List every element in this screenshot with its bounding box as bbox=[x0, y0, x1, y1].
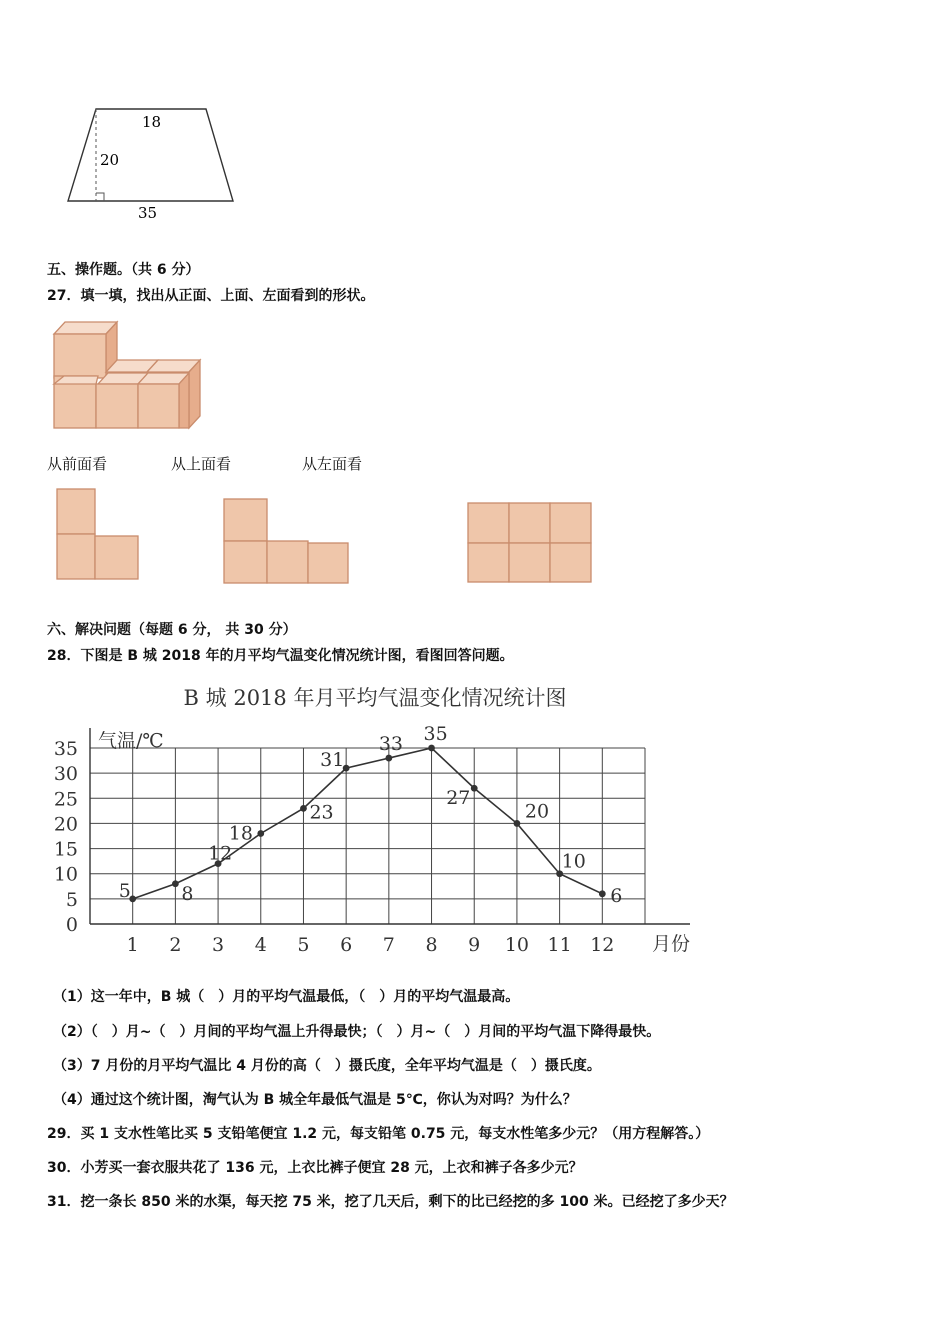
section5-title: 五、操作题。（共 6 分） bbox=[47, 262, 200, 278]
data-label: 33 bbox=[378, 733, 404, 756]
data-point bbox=[471, 785, 478, 792]
x-tick-label: 7 bbox=[382, 934, 395, 956]
question-31: 31．挖一条长 850 米的水渠，每天挖 75 米，挖了几天后，剩下的比已经挖的多 100 米。已经挖了多少天？ bbox=[47, 1194, 734, 1210]
y-axis-label: 气温/℃ bbox=[98, 730, 164, 752]
y-tick-label: 35 bbox=[53, 738, 78, 760]
trapezoid-bottom-label: 35 bbox=[138, 204, 158, 222]
chart-title: B 城 2018 年月平均气温变化情况统计图 bbox=[183, 686, 567, 710]
data-point bbox=[172, 880, 179, 887]
x-tick-label: 2 bbox=[169, 934, 182, 956]
section6-title: 六、解决问题（每题 6 分， 共 30 分） bbox=[47, 622, 297, 638]
data-label: 8 bbox=[181, 882, 194, 905]
x-axis-label: 月份 bbox=[652, 933, 691, 955]
data-label: 23 bbox=[309, 801, 334, 824]
x-tick-label: 6 bbox=[340, 934, 353, 956]
data-label: 5 bbox=[118, 879, 131, 902]
y-tick-label: 25 bbox=[53, 788, 78, 811]
x-tick-label: 8 bbox=[425, 934, 438, 956]
question-27: 27．填一填，找出从正面、上面、左面看到的形状。 bbox=[47, 288, 375, 304]
data-label: 35 bbox=[423, 723, 448, 745]
x-tick-label: 3 bbox=[212, 934, 225, 956]
right-angle-mark bbox=[96, 193, 104, 201]
temperature-line-chart bbox=[50, 672, 710, 962]
view-shape-3 bbox=[466, 501, 596, 585]
x-tick-label: 9 bbox=[468, 934, 481, 956]
data-label: 20 bbox=[524, 800, 550, 823]
label-front-view: 从前面看 bbox=[47, 455, 108, 473]
x-tick-label: 12 bbox=[590, 934, 615, 956]
data-label: 10 bbox=[561, 850, 586, 873]
data-point bbox=[300, 805, 307, 812]
data-point bbox=[428, 745, 435, 752]
y-tick-label: 0 bbox=[65, 914, 78, 936]
trapezoid-top-label: 18 bbox=[142, 113, 162, 131]
question-30: 30．小芳买一套衣服共花了 136 元，上衣比裤子便宜 28 元，上衣和裤子各多少元？ bbox=[47, 1160, 583, 1176]
y-tick-label: 20 bbox=[53, 813, 78, 836]
cube-stack-figure bbox=[48, 318, 208, 430]
question-28-2: （2）（ ）月~（ ）月间的平均气温上升得最快；（ ）月~（ ）月间的平均气温下降得最快。 bbox=[53, 1024, 661, 1040]
y-tick-labels bbox=[54, 738, 78, 936]
label-top-view: 从上面看 bbox=[171, 455, 232, 473]
data-label: 27 bbox=[446, 787, 471, 810]
data-label: 6 bbox=[610, 884, 623, 907]
question-28-4: （4）通过这个统计图，淘气认为 B 城全年最低气温是 5℃，你认为对吗？为什么？ bbox=[53, 1092, 577, 1108]
data-point bbox=[514, 820, 521, 827]
view-shape-1 bbox=[55, 487, 145, 583]
data-label: 12 bbox=[208, 842, 233, 865]
y-tick-label: 30 bbox=[53, 763, 78, 786]
data-point bbox=[385, 755, 392, 762]
data-label: 18 bbox=[228, 822, 253, 845]
data-labels bbox=[119, 723, 623, 907]
y-tick-label: 10 bbox=[53, 863, 78, 886]
x-tick-label: 4 bbox=[254, 934, 267, 956]
data-point bbox=[257, 830, 264, 837]
question-28-3: （3）7 月份的月平均气温比 4 月份的高（ ）摄氏度，全年平均气温是（ ）摄氏度。 bbox=[53, 1058, 601, 1074]
y-tick-label: 5 bbox=[65, 888, 78, 911]
data-label: 31 bbox=[320, 749, 345, 772]
data-point bbox=[599, 890, 606, 897]
label-left-view: 从左面看 bbox=[302, 455, 363, 473]
x-tick-label: 10 bbox=[504, 934, 530, 956]
trapezoid-height-label: 20 bbox=[100, 151, 120, 169]
chart-grid bbox=[90, 748, 645, 924]
x-tick-label: 11 bbox=[547, 934, 572, 956]
question-29: 29．买 1 支水性笔比买 5 支铅笔便宜 1.2 元，每支铅笔 0.75 元，每支水性笔多少元？（用方程解答。） bbox=[47, 1126, 710, 1142]
view-shape-2 bbox=[222, 497, 352, 585]
question-28-1: （1）这一年中，B 城（ ）月的平均气温最低，（ ）月的平均气温最高。 bbox=[53, 989, 520, 1005]
x-tick-label: 1 bbox=[126, 934, 139, 956]
y-tick-label: 15 bbox=[53, 838, 78, 861]
question-28: 28．下图是 B 城 2018 年的月平均气温变化情况统计图，看图回答问题。 bbox=[47, 648, 514, 664]
x-tick-label: 5 bbox=[297, 934, 310, 956]
trapezoid-figure bbox=[60, 100, 250, 225]
x-tick-labels bbox=[127, 934, 615, 956]
